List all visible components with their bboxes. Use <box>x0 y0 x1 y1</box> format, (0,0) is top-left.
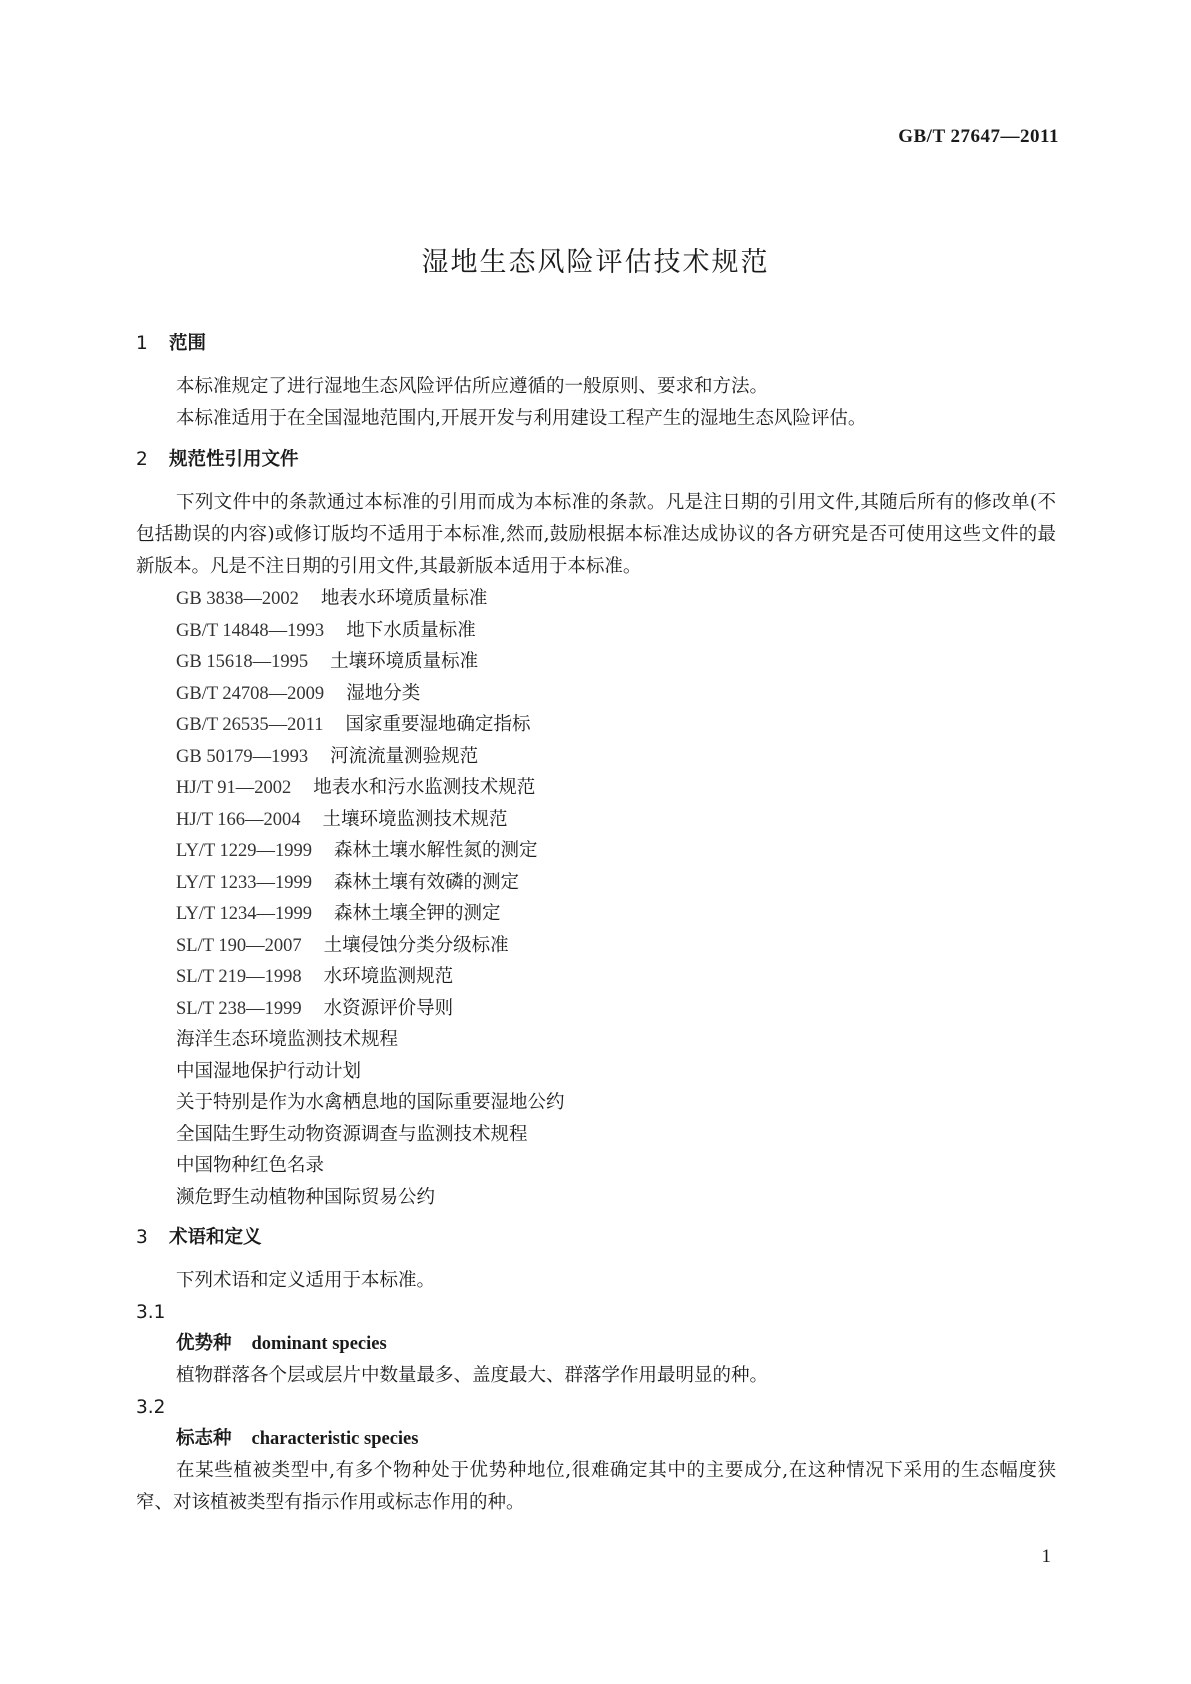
reference-item <box>136 993 1056 1025</box>
reference-item <box>136 898 1056 930</box>
reference-item <box>136 709 1056 741</box>
reference-name: 水资源评价导则 <box>323 997 454 1019</box>
scope-paragraph: 本标准规定了进行湿地生态风险评估所应遵循的一般原则、要求和方法。 <box>176 376 769 397</box>
reference-code: HJ/T 91—2002 <box>176 778 292 798</box>
term-number: 3.1 <box>136 1301 166 1323</box>
section-number: 3 <box>136 1227 148 1248</box>
reference-code: SL/T 190—2007 <box>176 935 302 956</box>
undated-reference-item: 海洋生态环境监测技术规程 <box>176 1029 399 1050</box>
undated-reference-item: 中国湿地保护行动计划 <box>176 1060 362 1082</box>
term-heading <box>136 1328 1056 1360</box>
term-number: 3.2 <box>136 1396 166 1418</box>
section-heading-normative-references <box>136 444 1056 475</box>
reference-code: GB 3838—2002 <box>176 589 299 609</box>
reference-name: 森林土壤全钾的测定 <box>334 903 501 924</box>
document-body <box>136 328 1056 1519</box>
section-heading-terms <box>136 1222 1056 1253</box>
undated-reference-item: 全国陆生野生动物资源调查与监测技术规程 <box>176 1123 528 1145</box>
reference-name: 地表水和污水监测技术规范 <box>313 777 536 798</box>
reference-item <box>136 741 1056 773</box>
scope-paragraph: 本标准适用于在全国湿地范围内,开展开发与利用建设工程产生的湿地生态风险评估。 <box>176 408 867 429</box>
reference-item <box>136 772 1056 804</box>
reference-code: GB 15618—1995 <box>176 652 309 672</box>
terms-intro: 下列术语和定义适用于本标准。 <box>176 1270 436 1291</box>
reference-list <box>136 583 1056 1213</box>
reference-item <box>136 678 1056 710</box>
reference-item <box>136 583 1056 615</box>
reference-item <box>136 804 1056 836</box>
reference-code: GB 50179—1993 <box>176 746 309 767</box>
term-definition: 植物群落各个层或层片中数量最多、盖度最大、群落学作用最明显的种。 <box>176 1364 769 1386</box>
reference-name: 国家重要湿地确定指标 <box>345 714 531 735</box>
reference-item <box>136 867 1056 899</box>
section-number: 2 <box>136 449 148 470</box>
reference-code: SL/T 238—1999 <box>176 998 302 1019</box>
term-zh: 优势种 <box>176 1333 232 1354</box>
undated-reference-item: 中国物种红色名录 <box>176 1155 325 1176</box>
references-intro: 下列文件中的条款通过本标准的引用而成为本标准的条款。凡是注日期的引用文件,其随后所有的修改单(不包括勘误的内容)或修订版均不适用于本标准,然而,鼓励根据本标准达成协议的各方研究是否可使用这些文件的最新版本。凡是不注日期的引用文件,其最新版本适用于本标准。 <box>136 492 1056 577</box>
reference-code: GB/T 14848—1993 <box>176 620 325 641</box>
reference-name: 土壤环境质量标准 <box>330 651 479 672</box>
section-title: 术语和定义 <box>169 1227 262 1248</box>
reference-name: 地表水环境质量标准 <box>320 588 488 609</box>
reference-code: LY/T 1233—1999 <box>176 872 313 893</box>
section-title: 规范性引用文件 <box>169 449 299 470</box>
reference-code: HJ/T 166—2004 <box>176 809 301 830</box>
reference-code: LY/T 1229—1999 <box>176 841 313 861</box>
reference-name: 土壤侵蚀分类分级标准 <box>323 934 509 956</box>
reference-name: 森林土壤有效磷的测定 <box>334 871 520 893</box>
reference-item <box>136 835 1056 867</box>
section-title: 范围 <box>169 333 207 354</box>
section-heading-scope <box>136 328 1056 359</box>
reference-item <box>136 930 1056 962</box>
reference-name: 湿地分类 <box>346 682 421 704</box>
document-title: 湿地生态风险评估技术规范 <box>421 247 770 279</box>
term-en: characteristic species <box>251 1429 419 1449</box>
term-definition: 在某些植被类型中,有多个物种处于优势种地位,很难确定其中的主要成分,在这种情况下采用的生态幅度狭窄、对该植被类型有指示作用或标志作用的种。 <box>136 1459 1056 1513</box>
reference-item <box>136 961 1056 993</box>
reference-item <box>136 615 1056 647</box>
term-en: dominant species <box>251 1334 387 1354</box>
reference-name: 地下水质量标准 <box>346 619 476 641</box>
undated-reference-item: 关于特别是作为水禽栖息地的国际重要湿地公约 <box>176 1092 565 1113</box>
undated-reference-item: 濒危野生动植物种国际贸易公约 <box>176 1186 436 1208</box>
reference-code: GB/T 24708—2009 <box>176 683 325 704</box>
term-zh: 标志种 <box>176 1428 232 1449</box>
reference-name: 河流流量测验规范 <box>330 745 479 767</box>
reference-code: GB/T 26535—2011 <box>176 715 324 735</box>
section-number: 1 <box>136 333 148 354</box>
term-heading <box>136 1423 1056 1455</box>
reference-name: 土壤环境监测技术规范 <box>322 808 508 830</box>
page-number: 1 <box>1041 1546 1051 1567</box>
standard-code: GB/T 27647—2011 <box>898 126 1059 147</box>
reference-code: SL/T 219—1998 <box>176 967 302 987</box>
reference-name: 森林土壤水解性氮的测定 <box>334 840 538 861</box>
reference-code: LY/T 1234—1999 <box>176 904 313 924</box>
reference-item <box>136 646 1056 678</box>
reference-name: 水环境监测规范 <box>323 966 454 987</box>
